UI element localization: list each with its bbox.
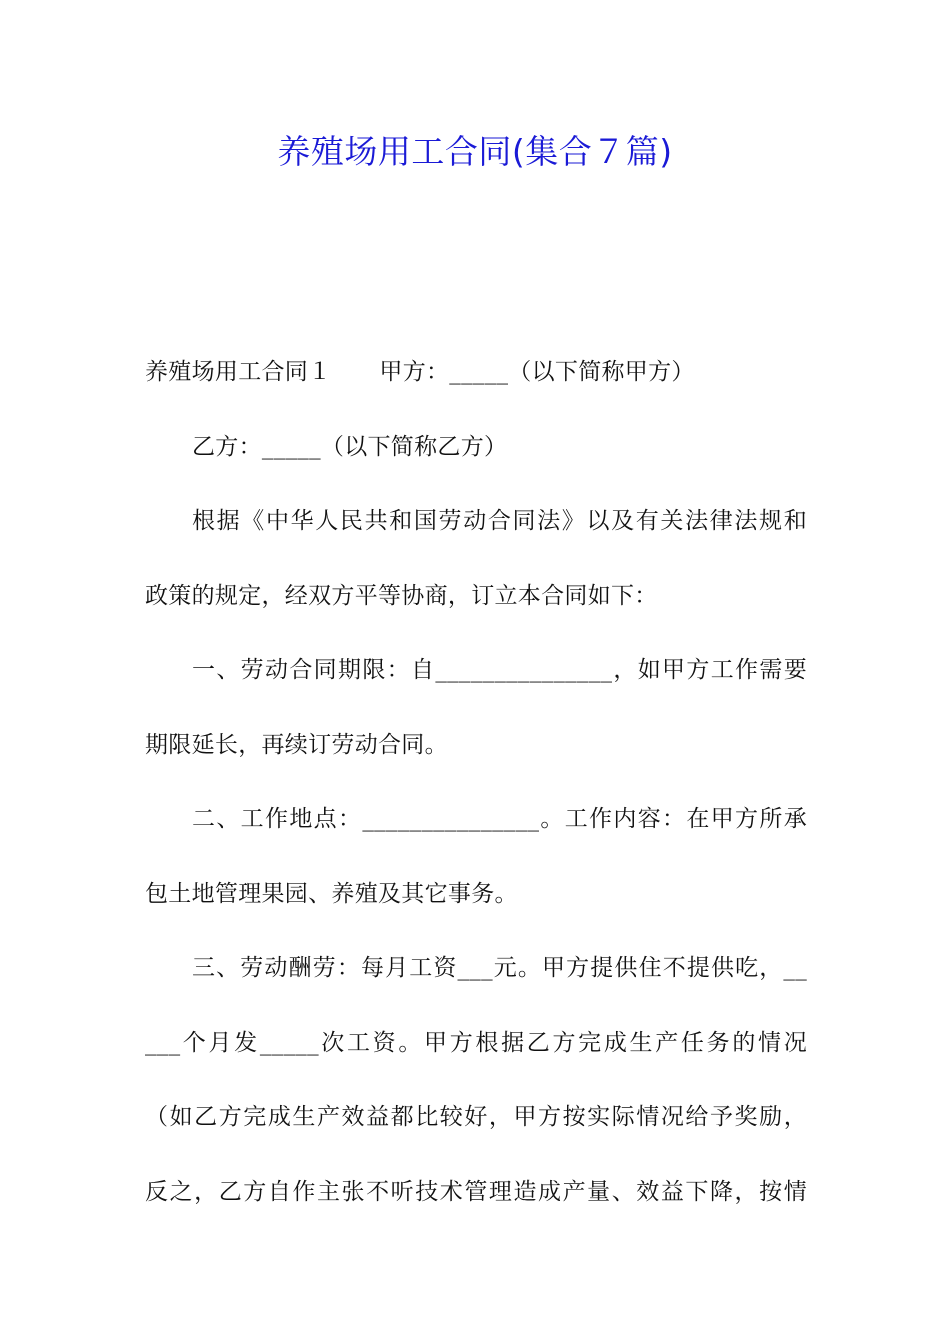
clause-1-line-1: 一、劳动合同期限：自_______________，如甲方工作需要 — [192, 657, 807, 683]
clause-2-line-2: 包土地管理果园、养殖及其它事务。 — [145, 880, 518, 907]
clause-1-line-2: 期限延长，再续订劳动合同。 — [145, 731, 448, 758]
party-b-line: 乙方：_____（以下简称乙方） — [192, 433, 508, 460]
contract-number-label: 养殖场用工合同１ — [145, 359, 332, 385]
clause-3-line-1: 三、劳动酬劳：每月工资___元。甲方提供住不提供吃，__ — [192, 955, 807, 981]
clause-3-line-3: （如乙方完成生产效益都比较好，甲方按实际情况给予奖励， — [145, 1104, 807, 1130]
clause-2-line-1: 二、工作地点：_______________。工作内容：在甲方所承 — [192, 806, 807, 832]
clause-3-line-4: 反之，乙方自作主张不听技术管理造成产量、效益下降，按情 — [145, 1178, 807, 1205]
preamble-line-1: 根据《中华人民共和国劳动合同法》以及有关法律法规和 — [192, 508, 807, 534]
clause-3-line-2: ___个月发_____次工资。甲方根据乙方完成生产任务的情况 — [145, 1029, 807, 1056]
document-title: 养殖场用工合同(集合７篇) — [277, 132, 673, 171]
contract-heading-line — [145, 335, 807, 410]
party-a-line: 甲方：_____（以下简称甲方） — [379, 359, 695, 385]
preamble-line-2: 政策的规定，经双方平等协商，订立本合同如下： — [145, 582, 658, 609]
document-body — [145, 335, 807, 1229]
